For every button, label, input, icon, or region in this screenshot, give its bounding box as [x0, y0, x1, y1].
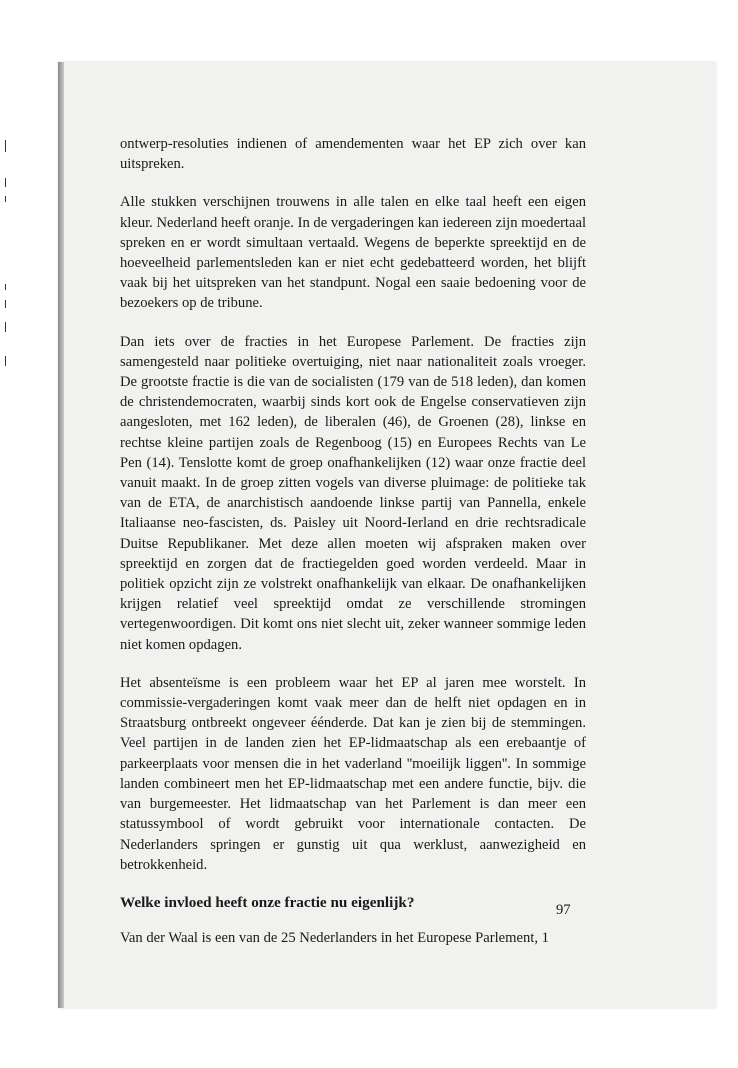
margin-mark — [5, 178, 6, 187]
margin-marks — [0, 0, 14, 1068]
margin-mark — [5, 300, 6, 308]
margin-mark — [5, 140, 6, 152]
paragraph-3: Dan iets over de fracties in het Europese Parlement. De fracties zijn samengesteld naar politieke overtuiging, niet naar nationaliteit zoals vroeger. De grootste fractie is die van de socialisten (179 van de 518 leden), dan komen de christendemocraten, waarbij sinds kort ook de Engelse conservatieven zijn aangesloten, met 162 leden), de liberalen (46), de Groenen (28), linkse en rechtse kleine partijen zoals de Regenboog (15) en Europees Rechts van Le Pen (14). Tenslotte komt de groep onafhankelijken (12) waar onze fractie deel vanuit maakt. In de groep zitten vogels van diverse pluimage: de politieke tak van de ETA, de anarchistisch aandoende linkse partij van Pannella, enkele Italiaanse neo-fascisten, ds. Paisley uit Noord-Ierland en drie rechtsradicale Duitse Republikaner. Met deze allen moeten wij afspraken maken over spreektijd en zorgen dat de fractiegelden goed worden verdeeld. Maar in politiek opzicht zijn ze volstrekt onafhankelijk van elkaar. De onafhankelijken krijgen relatief veel spreektijd omdat ze verschillende stromingen vertegenwoordigen. Dit komt ons niet slecht uit, zeker wanneer sommige leden niet komen opdagen. — [120, 333, 586, 653]
paragraph-5: Van der Waal is een van de 25 Nederlanders in het Europese Parlement, 1 — [120, 929, 549, 946]
paragraph-2: Alle stukken verschijnen trouwens in alle talen en elke taal heeft een eigen kleur. Nederland heeft oranje. In de vergaderingen kan iedereen zijn moedertaal spreken en er wordt simultaan vertaald. Wegens de beperkte spreektijd en de hoeveelheid parlementsleden kan er niet echt gedebatteerd worden, het blijft vaak bij het uitspreken van het standpunt. Nogal een saaie bedoening voor de bezoekers op de tribune. — [120, 194, 586, 312]
paragraph-4: Het absenteïsme is een probleem waar het EP al jaren mee worstelt. In commissie-vergaderingen komt vaak meer dan de helft niet opdagen en in Straatsburg ontbreekt ongeveer éénderde. Dat kan je zien bij de stemmingen. Veel partijen in de landen zien het EP-lidmaatschap als een erebaantje of parkeerplaats voor mensen die in het vaderland ''moeilijk liggen''. In sommige landen combineert men het EP-lidmaatschap met een andere functie, bijv. die van burgemeester. Het lidmaatschap van het Parlement is dan meer een statussymbool of wordt gebruikt voor internationale contacten. De Nederlanders springen er gunstig uit qua werklust, aanwezigheid en betrokkenheid. — [120, 674, 586, 873]
section-heading: Welke invloed heeft onze fractie nu eigenlijk? — [120, 893, 415, 911]
page-spine — [58, 62, 64, 1008]
margin-mark — [5, 196, 6, 202]
margin-mark — [5, 356, 6, 366]
margin-mark — [5, 322, 6, 332]
margin-mark — [5, 284, 6, 290]
paragraph-1: ontwerp-resoluties indienen of amendementen waar het EP zich over kan uitspreken. — [120, 136, 586, 173]
page-number: 97 — [556, 902, 571, 918]
page-text — [120, 134, 586, 966]
